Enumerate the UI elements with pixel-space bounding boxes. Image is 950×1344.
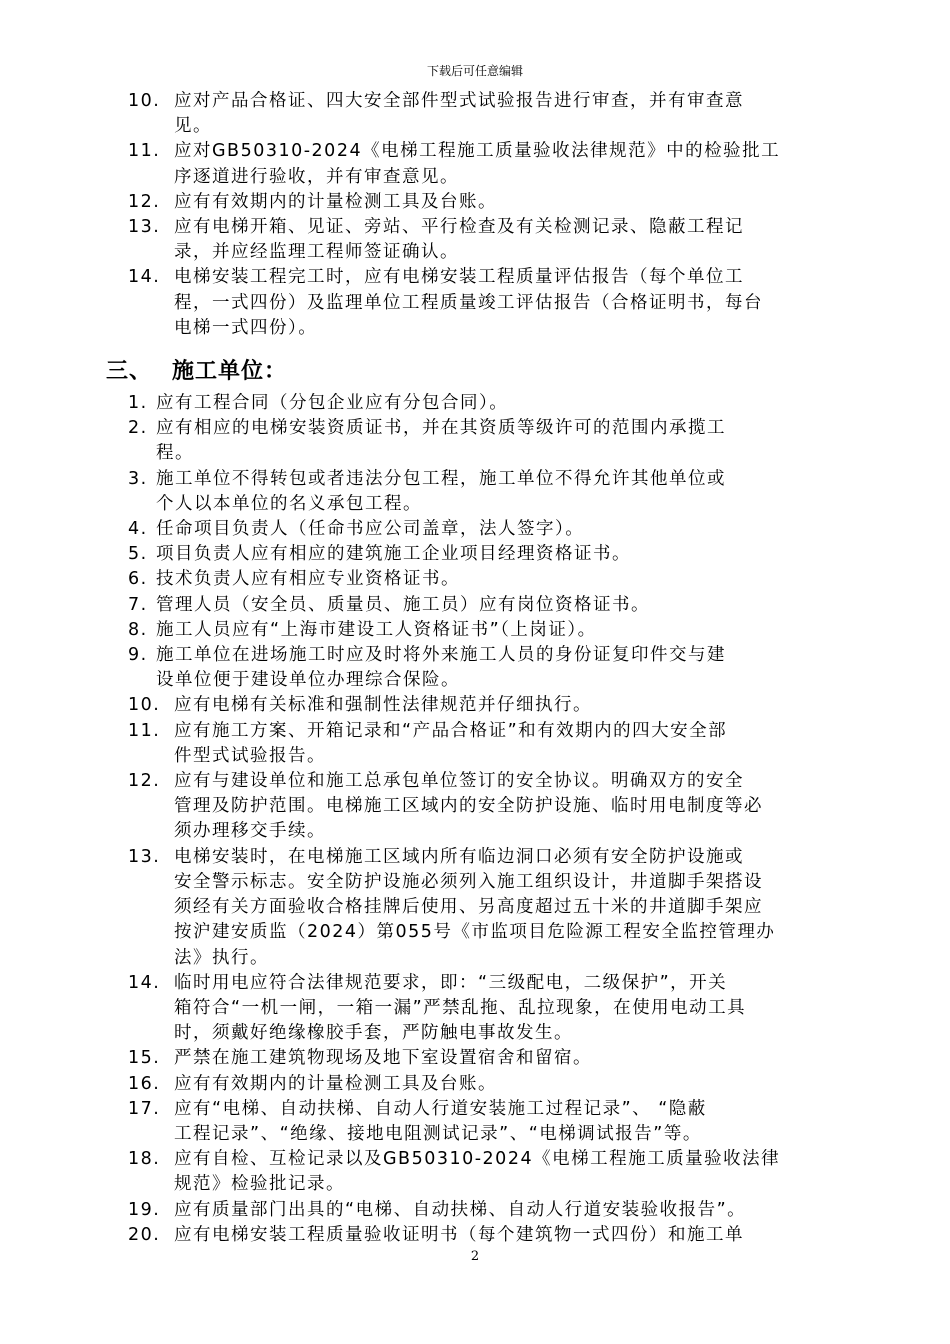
item-text-line: 时，须戴好绝缘橡胶手套，严防触电事故发生。 bbox=[174, 1023, 573, 1044]
item-text-line: 任命项目负责人（任命书应公司盖章，法人签字）。 bbox=[156, 519, 585, 540]
list-item bbox=[128, 467, 876, 517]
item-number: 7. bbox=[128, 594, 148, 615]
list-item bbox=[128, 1097, 894, 1147]
item-text-line: 应有工程合同（分包企业应有分包合同）。 bbox=[156, 393, 509, 414]
item-text-line: 应有有效期内的计量检测工具及台账。 bbox=[174, 1073, 497, 1094]
item-number: 5. bbox=[128, 544, 148, 565]
item-text-line: 管理及防护范围。电梯施工区域内的安全防护设施、临时用电制度等必 bbox=[174, 796, 763, 817]
item-number: 20. bbox=[128, 1224, 161, 1245]
item-text-line: 临时用电应符合法律规范要求，即：“三级配电，二级保护”，开关 bbox=[174, 972, 728, 993]
list-item bbox=[128, 971, 894, 1047]
list-item bbox=[128, 1223, 894, 1248]
item-number: 16. bbox=[128, 1073, 161, 1094]
document-body bbox=[0, 89, 950, 1248]
section-heading bbox=[106, 355, 950, 389]
item-text-line: 个人以本单位的名义承包工程。 bbox=[156, 493, 422, 514]
item-number: 19. bbox=[128, 1199, 161, 1220]
item-text-line: 管理人员（安全员、质量员、施工员）应有岗位资格证书。 bbox=[156, 594, 650, 615]
item-text-line: 程，一式四份）及监理单位工程质量竣工评估报告（合格证明书，每台 bbox=[174, 292, 763, 313]
list-item bbox=[128, 618, 876, 643]
item-number: 2. bbox=[128, 418, 148, 439]
list-item bbox=[128, 845, 894, 971]
contractor-requirements-list bbox=[0, 391, 950, 1248]
item-text-line: 电梯安装工程完工时，应有电梯安装工程质量评估报告（每个单位工 bbox=[174, 267, 744, 288]
item-number: 9. bbox=[128, 645, 148, 666]
supervision-requirements-list bbox=[0, 89, 950, 341]
item-number: 11. bbox=[128, 141, 161, 162]
item-text-line: 应有电梯有关标准和强制性法律规范并仔细执行。 bbox=[174, 695, 592, 716]
item-text-line: 应有相应的电梯安装资质证书，并在其资质等级许可的范围内承揽工 bbox=[156, 418, 726, 439]
section-title: 施工单位： bbox=[172, 359, 288, 385]
item-number: 10. bbox=[128, 695, 161, 716]
item-number: 14. bbox=[128, 267, 161, 288]
item-text-line: 应有“电梯、自动扶梯、自动人行道安装施工过程记录”、 “隐蔽 bbox=[174, 1098, 707, 1119]
item-number: 6. bbox=[128, 569, 148, 590]
item-text-line: 规范》检验批记录。 bbox=[174, 1174, 345, 1195]
section-marker: 三、 bbox=[106, 359, 153, 385]
item-text-line: 箱符合“一机一闸，一箱一漏”严禁乱拖、乱拉现象，在使用电动工具 bbox=[174, 997, 747, 1018]
item-number: 12. bbox=[128, 191, 161, 212]
item-text-line: 法》执行。 bbox=[174, 947, 269, 968]
item-text-line: 应有电梯开箱、见证、旁站、平行检查及有关检测记录、隐蔽工程记 bbox=[174, 217, 744, 238]
item-number: 13. bbox=[128, 217, 161, 238]
item-text-line: 应有质量部门出具的“电梯、自动扶梯、自动人行道安装验收报告”。 bbox=[174, 1199, 747, 1220]
item-text-line: 应有自检、互检记录以及GB50310-2024《电梯工程施工质量验收法律 bbox=[174, 1149, 781, 1170]
list-item bbox=[128, 1147, 894, 1197]
list-item bbox=[128, 719, 894, 769]
item-text-line: 施工单位在进场施工时应及时将外来施工人员的身份证复印件交与建 bbox=[156, 645, 726, 666]
item-number: 4. bbox=[128, 519, 148, 540]
item-number: 3. bbox=[128, 468, 148, 489]
item-text-line: 施工人员应有“上海市建设工人资格证书”（上岗证）。 bbox=[156, 619, 597, 640]
item-text-line: 见。 bbox=[174, 116, 212, 137]
item-text-line: 电梯一式四份）。 bbox=[174, 317, 318, 338]
list-item bbox=[128, 265, 894, 341]
item-text-line: 应有施工方案、开箱记录和“产品合格证”和有效期内的四大安全部 bbox=[174, 720, 728, 741]
item-text-line: 按沪建安质监（2024）第055号《市监项目危险源工程安全监控管理办 bbox=[174, 922, 776, 943]
page-number: 2 bbox=[470, 1249, 480, 1264]
item-text-line: 须办理移交手续。 bbox=[174, 821, 326, 842]
item-text-line: 电梯安装时，在电梯施工区域内所有临边洞口必须有安全防护设施或 bbox=[174, 846, 744, 867]
item-text-line: 工程记录”、“绝缘、接地电阻测试记录”、“电梯调试报告”等。 bbox=[174, 1123, 702, 1144]
list-item bbox=[128, 391, 876, 416]
item-text-line: 项目负责人应有相应的建筑施工企业项目经理资格证书。 bbox=[156, 544, 631, 565]
item-number: 14. bbox=[128, 972, 161, 993]
list-item bbox=[128, 769, 894, 845]
item-text-line: 安全警示标志。安全防护设施必须列入施工组织设计，井道脚手架搭设 bbox=[174, 871, 763, 892]
item-text-line: 应有电梯安装工程质量验收证明书（每个建筑物一式四份）和施工单 bbox=[174, 1224, 744, 1245]
item-number: 18. bbox=[128, 1149, 161, 1170]
list-item bbox=[128, 567, 876, 592]
list-item bbox=[128, 1046, 894, 1071]
item-number: 12. bbox=[128, 771, 161, 792]
item-text-line: 应对GB50310-2024《电梯工程施工质量验收法律规范》中的检验批工 bbox=[174, 141, 781, 162]
list-item bbox=[128, 643, 876, 693]
item-text-line: 序逐道进行验收，并有审查意见。 bbox=[174, 166, 459, 187]
item-number: 10. bbox=[128, 91, 161, 111]
list-item bbox=[128, 215, 894, 265]
item-text-line: 技术负责人应有相应专业资格证书。 bbox=[156, 569, 460, 590]
item-number: 15. bbox=[128, 1048, 161, 1069]
item-number: 8. bbox=[128, 619, 148, 640]
list-item bbox=[128, 593, 876, 618]
item-text-line: 须经有关方面验收合格挂牌后使用、另高度超过五十米的井道脚手架应 bbox=[174, 897, 763, 918]
list-item bbox=[128, 1072, 894, 1097]
page-header: 下载后可任意编辑 bbox=[426, 64, 523, 78]
item-text-line: 应对产品合格证、四大安全部件型式试验报告进行审查，并有审查意 bbox=[174, 91, 744, 111]
item-text-line: 录，并应经监理工程师签证确认。 bbox=[174, 242, 459, 263]
list-item bbox=[128, 89, 894, 139]
item-text-line: 件型式试验报告。 bbox=[174, 745, 326, 766]
item-text-line: 程。 bbox=[156, 443, 194, 464]
item-number: 1. bbox=[128, 393, 148, 414]
list-item bbox=[128, 542, 876, 567]
item-number: 13. bbox=[128, 846, 161, 867]
item-number: 11. bbox=[128, 720, 161, 741]
item-text-line: 严禁在施工建筑物现场及地下室设置宿舍和留宿。 bbox=[174, 1048, 592, 1069]
item-text-line: 施工单位不得转包或者违法分包工程，施工单位不得允许其他单位或 bbox=[156, 468, 726, 489]
list-item bbox=[128, 1198, 894, 1223]
list-item bbox=[128, 517, 876, 542]
list-item bbox=[128, 693, 894, 718]
item-text-line: 应有有效期内的计量检测工具及台账。 bbox=[174, 191, 497, 212]
item-number: 17. bbox=[128, 1098, 161, 1119]
item-text-line: 设单位便于建设单位办理综合保险。 bbox=[156, 670, 460, 691]
item-text-line: 应有与建设单位和施工总承包单位签订的安全协议。明确双方的安全 bbox=[174, 771, 744, 792]
list-item bbox=[128, 190, 894, 215]
list-item bbox=[128, 416, 876, 466]
list-item bbox=[128, 139, 894, 189]
